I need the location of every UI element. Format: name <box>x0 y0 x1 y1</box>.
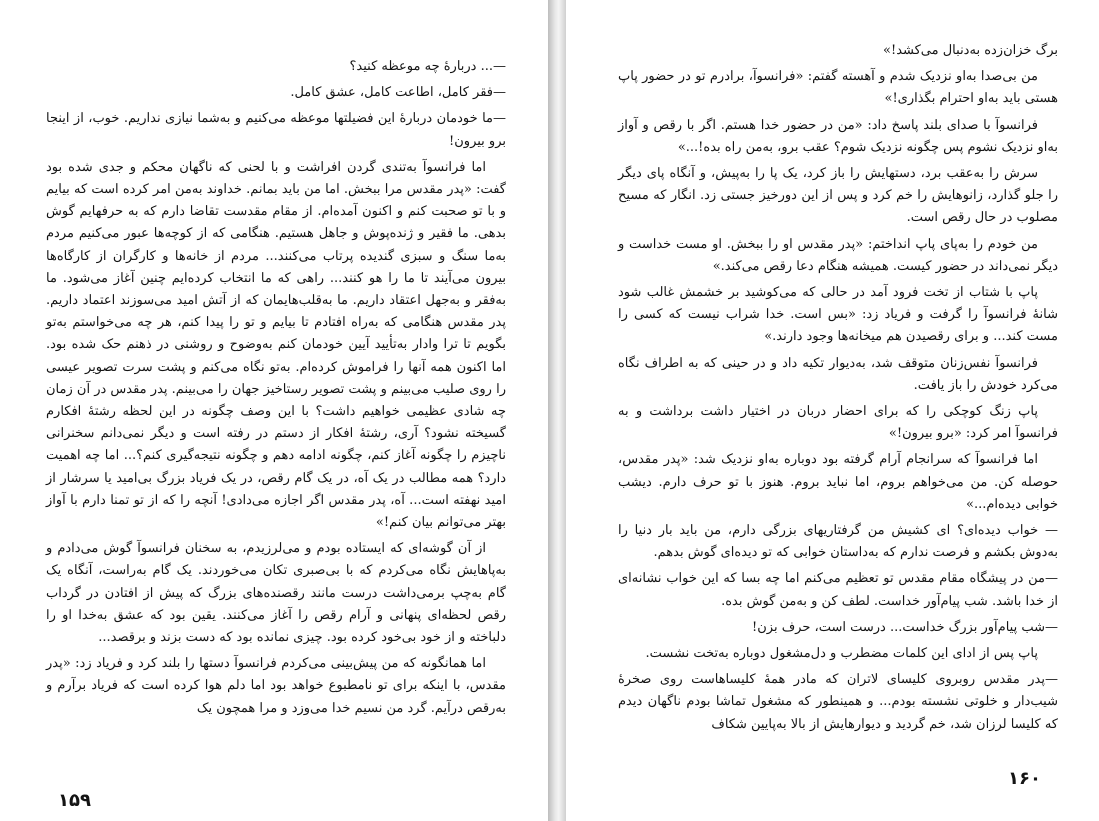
dialogue-line: —پدر مقدس روبروی کلیسای لاتران که مادر همهٔ کلیساهاست روی صخرهٔ شیب‌دار و خلوتی نشسته بودم... و همینطور که مشغول تماشا بودم ناگهان دیدم که کلیسا لرزان شد، خم گردید و دیوارهایش از بالا به‌پایین شکاف <box>618 672 1058 732</box>
paragraph: فرانسوآ نفس‌زنان متوقف شد، به‌دیوار تکیه داد و در حینی که به اطراف نگاه می‌کرد خودش را باز یافت. <box>618 355 1058 393</box>
paragraph: برگ خزان‌زده به‌دنبال می‌کشد!» <box>883 43 1058 58</box>
dialogue-line: —... دربارهٔ چه موعظه کنید؟ <box>349 59 506 74</box>
paragraph: اما فرانسوآ که سرانجام آرام گرفته بود دوباره به‌او نزدیک شد: «پدر مقدس، حوصله کن. من می‌خواهم بروم، اما نباید بروم. هنوز با تو حرف دارم. دیشب خوابی دیده‌ام...» <box>618 452 1058 512</box>
paragraph: فرانسوآ با صدای بلند پاسخ داد: «من در حضور خدا هستم. اگر با رقص و آواز به‌او نزدیک نشوم پس چگونه نزدیک شوم؟ عقب برو، به‌من راه بده!...» <box>618 117 1058 155</box>
dialogue-line: —شب پیام‌آور بزرگ خداست... درست است، حرف بزن! <box>752 619 1058 635</box>
paragraph: از آن گوشه‌ای که ایستاده بودم و می‌لرزیدم، به سخنان فرانسوآ گوش می‌دادم و به‌پاهایش نگاه می‌کردم که با بی‌صبری تکان می‌خوردند. یک گام به‌راست، آنگاه یک گام به‌چپ برمی‌داشت درست مانند رقصنده‌های بزرگ که پیش از افتادن در گرداب رقص لحظه‌ای پنهانی و آرام رقص را آغاز می‌کنند. یقین بود که عشق به‌خدا او را دلباخته و از خود بی‌خود کرده بود. چیزی نمانده بود که دست بزند و برقصد... <box>46 541 506 646</box>
left-book-page <box>0 0 548 821</box>
right-page-text <box>618 40 1058 740</box>
paragraph: من خودم را به‌پای پاپ انداختم: «پدر مقدس او را ببخش. او مست خداست و دیگر نمی‌داند در حضور کیست. همیشه هنگام دعا رقص می‌کند.» <box>618 236 1058 274</box>
paragraph: پاپ زنگ کوچکی را که برای احضار دربان در اختیار داشت برداشت و به فرانسوآ امر کرد: «برو بیرون!» <box>618 404 1058 442</box>
dialogue-line: —فقر کامل، اطاعت کامل، عشق کامل. <box>290 85 506 101</box>
paragraph: اما فرانسوآ به‌تندی گردن افراشت و با لحنی که ناگهان محکم و جدی شده بود گفت: «پدر مقدس مرا ببخش. اما من باید بمانم. خداوند به‌من امر کرده است که بیایم و با تو صحبت کنم و اکنون آمده‌ام. از مقام مقدست تقاضا دارم که به حرفهایم گوش بدهی. ما فقیر و ژنده‌پوش و جاهل هستیم. هنگامی که از کوچه‌ها عبور می‌کنیم مردم به‌ما سنگ و سبزی گندیده پرتاب می‌کنند... مردم از خانه‌ها و کارگران از کارگاه‌ها بیرون می‌آیند تا ما را هو کنند... راهی که ما انتخاب کرده‌ایم چنین آغاز می‌شود. ما به‌فقر و به‌جهل اعتقاد داریم. ما به‌قلب‌هایمان که از آتش امید می‌سوزند اعتماد داریم. پدر مقدس هنگامی که به‌راه افتادم تا بیایم و تو را پیدا کنم، هر چه می‌خواستم به‌تو بگویم تا ترا وادار به‌تأیید آیین خودمان کنم به‌وضوح و روشنی در ذهنم حک شده بود. اما اکنون همه آنها را فراموش کرده‌ام. به‌تو نگاه می‌کنم و پشت سرت تصویر عیسی را روی صلیب می‌بینم و پشت تصویر رستاخیز جهان را می‌بینم. پدر مقدس در آن زمان چه شادی عظیمی خواهیم داشت؟ با این وصف چگونه در این لحظه رشتهٔ افکارم گسیخته نشود؟ آری، رشتهٔ افکار از دستم در رفته است و دیگر نمی‌دانم سخنرانی ناچیزم را چگونه آغاز کنم، چگونه ادامه دهم و چگونه نتیجه‌گیری کنم؟... اما چه اهمیت دارد؟ همه مطالب در یک آه، در یک گام رقص، در یک فریاد بزرگ بی‌امید یا سرشار از امید نهفته است... آه، پدر مقدس اگر اجازه می‌دادی! آنچه را که از تو تمنا دارم با آواز بهتر می‌توانم بیان کنم!» <box>46 159 506 531</box>
page-number: ۱۶۰ <box>1008 768 1041 789</box>
page-number: ۱۵۹ <box>58 790 91 811</box>
paragraph: اما همانگونه که من پیش‌بینی می‌کردم فرانسوآ دستها را بلند کرد و فریاد زد: «پدر مقدس، با اینکه برای تو نامطبوع خواهد بود اما دلم هوا کرده است که فریاد برآرم و به‌رقص درآیم. گرد من نسیم خدا می‌وزد و مرا همچون یک <box>46 656 506 716</box>
paragraph: سرش را به‌عقب برد، دستهایش را باز کرد، یک پا را به‌پیش، و آنگاه پای دیگر را جلو گذارد، زانوهایش را خم کرد و پس از این دورخیز جستی زد. انگار که مسیح مصلوب در حال رقص است. <box>618 166 1058 226</box>
right-book-page <box>566 0 1099 821</box>
paragraph: من بی‌صدا به‌او نزدیک شدم و آهسته گفتم: «فرانسوآ، برادرم تو در حضور پاپ هستی باید به‌او احترام بگذاری!» <box>618 69 1058 107</box>
dialogue-line: — خواب دیده‌ای؟ ای کشیش من گرفتاریهای بزرگی دارم، من باید بار دنیا را به‌دوش بکشم و فرصت ندارم که به‌داستان خوابی که تو دیده‌ای گوش بدهم. <box>618 523 1058 561</box>
paragraph: پاپ پس از ادای این کلمات مضطرب و دل‌مشغول دوباره به‌تخت نشست. <box>645 646 1038 662</box>
book-gutter <box>548 0 566 821</box>
dialogue-line: —ما خودمان دربارهٔ این فضیلتها موعظه می‌کنیم و به‌شما نیازی نداریم. خوب، از اینجا برو بیرون! <box>46 111 506 149</box>
dialogue-line: —من در پیشگاه مقام مقدس تو تعظیم می‌کنم اما چه بسا که این خواب نشانه‌ای از خدا باشد. شب پیام‌آور خداست. لطف کن و به‌من گوش بده. <box>618 571 1058 609</box>
left-page-text <box>46 56 506 724</box>
paragraph: پاپ با شتاب از تخت فرود آمد در حالی که می‌کوشید بر خشمش غالب شود شانهٔ فرانسوآ را گرفت و فریاد زد: «بس است. خدا شراب نیست که کسی را مست کند... و برای رقصیدن هم میخانه‌ها وجود دارند.» <box>618 285 1058 345</box>
